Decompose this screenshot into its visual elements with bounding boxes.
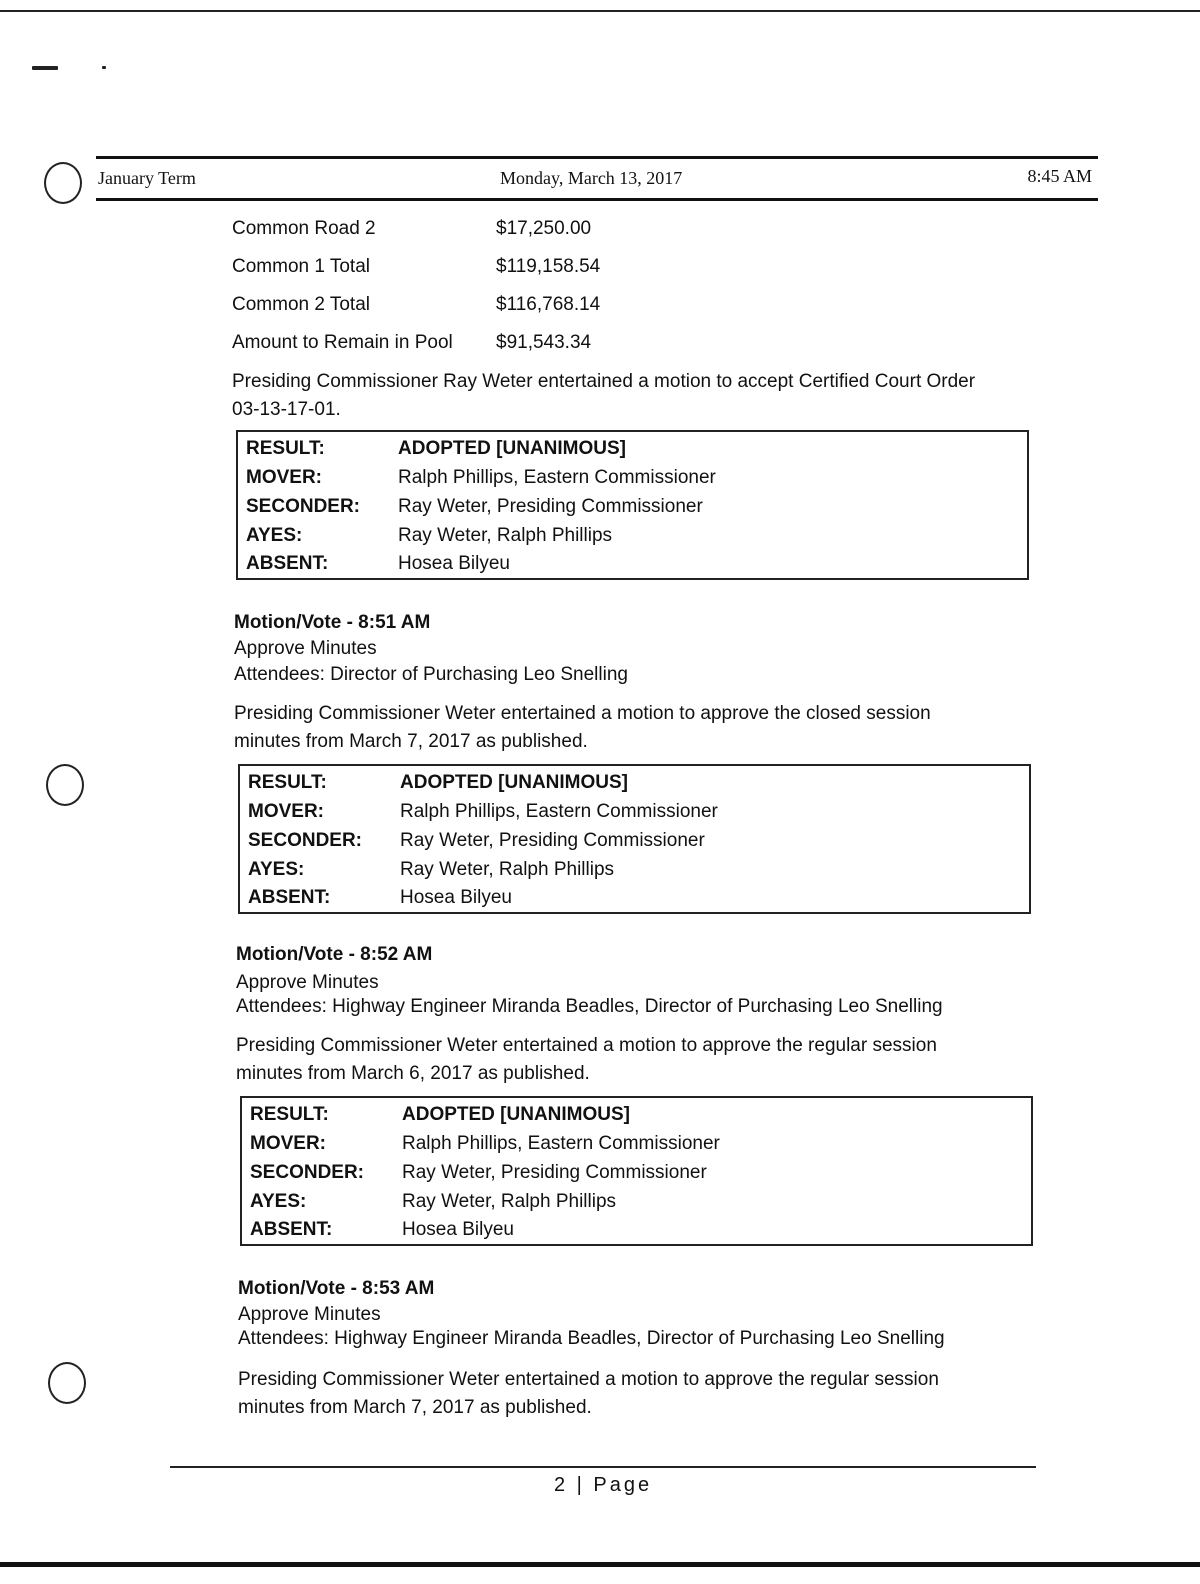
vote-row-seconder — [250, 1162, 1020, 1190]
seconder-value: Ray Weter, Presiding Commissioner — [400, 830, 705, 851]
punch-hole — [48, 1362, 86, 1404]
absent-value: Hosea Bilyeu — [398, 553, 510, 574]
vote-row-absent — [246, 553, 1016, 581]
fund-amount: $91,543.34 — [496, 332, 592, 353]
paragraph-line: minutes from March 6, 2017 as published. — [236, 1063, 590, 1084]
motion-attendees: Attendees: Highway Engineer Miranda Beadles, Director of Purchasing Leo Snelling — [236, 996, 943, 1017]
paragraph-line: Presiding Commissioner Weter entertained a motion to approve the closed session — [234, 703, 931, 724]
seconder-value: Ray Weter, Presiding Commissioner — [398, 496, 703, 517]
absent-label: ABSENT: — [246, 553, 329, 574]
motion-subject: Approve Minutes — [236, 972, 379, 993]
fund-name: Common 1 Total — [232, 256, 370, 277]
result-value: ADOPTED [UNANIMOUS] — [398, 438, 626, 459]
page-header — [96, 156, 1098, 202]
fund-name: Amount to Remain in Pool — [232, 332, 453, 353]
paragraph-line: 03-13-17-01. — [232, 399, 341, 420]
vote-row-result — [250, 1104, 1020, 1132]
vote-row-ayes — [250, 1191, 1020, 1219]
intro-motion-text — [232, 368, 975, 424]
paragraph-line: minutes from March 7, 2017 as published. — [238, 1397, 592, 1418]
vote-row-seconder — [246, 496, 1016, 524]
result-label: RESULT: — [250, 1104, 329, 1125]
mover-value: Ralph Phillips, Eastern Commissioner — [400, 801, 718, 822]
scan-speck — [102, 66, 106, 69]
result-value: ADOPTED [UNANIMOUS] — [402, 1104, 630, 1125]
motion-text — [236, 1032, 937, 1088]
ayes-label: AYES: — [246, 525, 303, 546]
fund-name: Common Road 2 — [232, 218, 376, 239]
result-value: ADOPTED [UNANIMOUS] — [400, 772, 628, 793]
motion-subject: Approve Minutes — [234, 638, 377, 659]
ayes-label: AYES: — [250, 1191, 307, 1212]
mover-value: Ralph Phillips, Eastern Commissioner — [402, 1133, 720, 1154]
fund-amount: $17,250.00 — [496, 218, 592, 239]
meeting-time: 8:45 AM — [1027, 166, 1092, 186]
ayes-label: AYES: — [248, 859, 305, 880]
absent-label: ABSENT: — [250, 1219, 333, 1240]
scan-speck — [32, 66, 58, 70]
seconder-label: SECONDER: — [246, 496, 361, 517]
vote-row-result — [246, 438, 1016, 466]
paragraph-line: Presiding Commissioner Weter entertained a motion to approve the regular session — [236, 1035, 937, 1056]
vote-row-mover — [248, 801, 1018, 829]
motion-heading: Motion/Vote - 8:52 AM — [236, 944, 433, 965]
motion-attendees: Attendees: Highway Engineer Miranda Beadles, Director of Purchasing Leo Snelling — [238, 1328, 945, 1349]
vote-row-result — [248, 772, 1018, 800]
vote-result-box — [236, 430, 1029, 580]
seconder-label: SECONDER: — [248, 830, 363, 851]
footer-rule — [170, 1466, 1036, 1468]
fund-amount: $116,768.14 — [496, 294, 601, 315]
result-label: RESULT: — [246, 438, 325, 459]
ayes-value: Ray Weter, Ralph Phillips — [398, 525, 613, 546]
vote-row-ayes — [248, 859, 1018, 887]
paragraph-line: Presiding Commissioner Weter entertained a motion to approve the regular session — [238, 1369, 939, 1390]
fund-row — [232, 294, 652, 324]
seconder-value: Ray Weter, Presiding Commissioner — [402, 1162, 707, 1183]
vote-result-box — [238, 764, 1031, 914]
absent-label: ABSENT: — [248, 887, 331, 908]
motion-attendees: Attendees: Director of Purchasing Leo Snelling — [234, 664, 628, 685]
mover-value: Ralph Phillips, Eastern Commissioner — [398, 467, 716, 488]
vote-result-box — [240, 1096, 1033, 1246]
seconder-label: SECONDER: — [250, 1162, 365, 1183]
term-label: January Term — [98, 168, 196, 188]
header-rule-top — [96, 156, 1098, 159]
meeting-date: Monday, March 13, 2017 — [500, 168, 683, 188]
motion-subject: Approve Minutes — [238, 1304, 381, 1325]
fund-row — [232, 256, 652, 286]
vote-row-mover — [250, 1133, 1020, 1161]
motion-text — [238, 1366, 939, 1422]
mover-label: MOVER: — [246, 467, 322, 488]
vote-row-seconder — [248, 830, 1018, 858]
mover-label: MOVER: — [250, 1133, 326, 1154]
ayes-value: Ray Weter, Ralph Phillips — [402, 1191, 617, 1212]
ayes-value: Ray Weter, Ralph Phillips — [400, 859, 615, 880]
motion-text — [234, 700, 931, 756]
motion-heading: Motion/Vote - 8:53 AM — [238, 1278, 435, 1299]
vote-row-absent — [250, 1219, 1020, 1247]
vote-row-ayes — [246, 525, 1016, 553]
motion-heading: Motion/Vote - 8:51 AM — [234, 612, 431, 633]
punch-hole — [44, 162, 82, 204]
fund-name: Common 2 Total — [232, 294, 370, 315]
fund-row — [232, 332, 652, 362]
header-rule-bottom — [96, 198, 1098, 201]
scan-edge-bottom — [0, 1562, 1200, 1567]
vote-row-mover — [246, 467, 1016, 495]
paragraph-line: minutes from March 7, 2017 as published. — [234, 731, 588, 752]
result-label: RESULT: — [248, 772, 327, 793]
vote-row-absent — [248, 887, 1018, 915]
fund-row — [232, 218, 652, 248]
punch-hole — [46, 764, 84, 806]
fund-amount: $119,158.54 — [496, 256, 601, 277]
mover-label: MOVER: — [248, 801, 324, 822]
absent-value: Hosea Bilyeu — [400, 887, 512, 908]
scan-edge-top — [0, 10, 1200, 12]
paragraph-line: Presiding Commissioner Ray Weter entertained a motion to accept Certified Court Order — [232, 371, 976, 392]
page-number: 2 | Page — [554, 1474, 653, 1496]
absent-value: Hosea Bilyeu — [402, 1219, 514, 1240]
